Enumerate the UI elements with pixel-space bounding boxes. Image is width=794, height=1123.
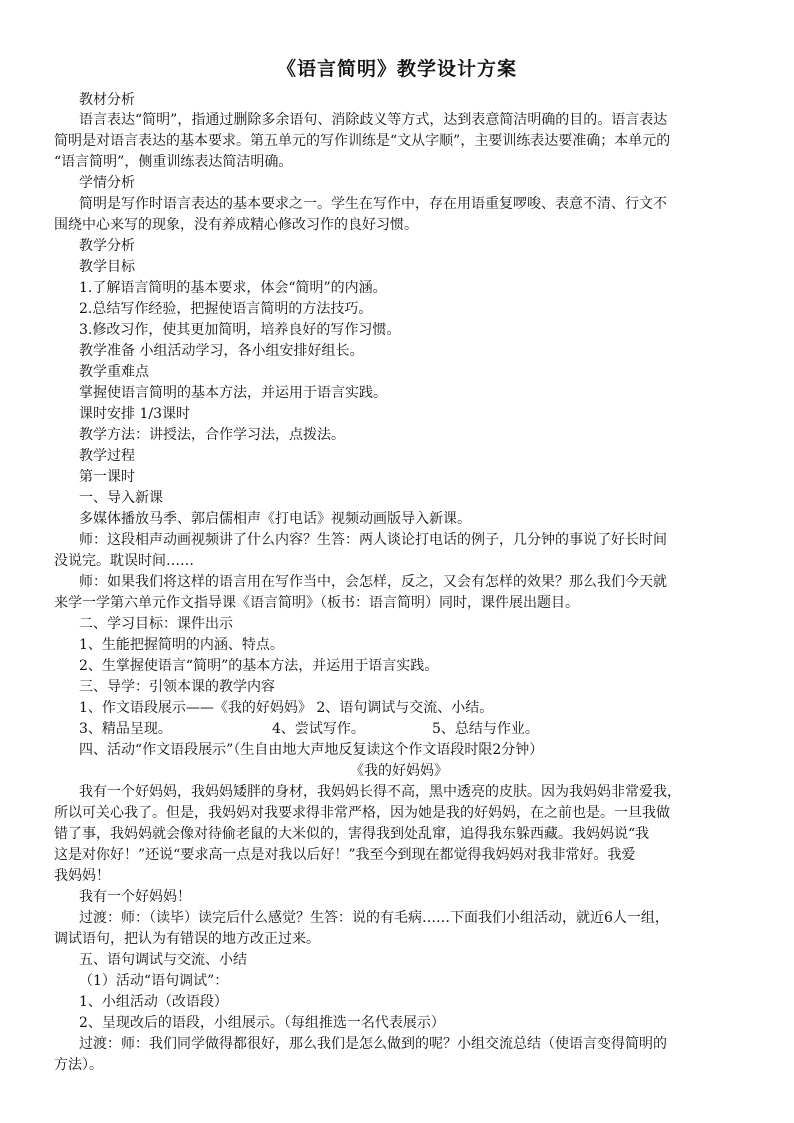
paragraph-line: 师：如果我们将这样的语言用在写作当中，会怎样，反之，又会有怎样的效果？那么我们今天就	[79, 574, 667, 590]
paragraph-line: 调试语句，把认为有错误的地方改正过来。	[54, 931, 320, 947]
essay-line: 我妈妈！	[54, 868, 110, 884]
section-heading: 二、学习目标：课件出示	[79, 616, 233, 632]
section-heading: 四、活动“作文语段展示”（生自由地大声地反复读这个作文语段时限2分钟）	[79, 742, 544, 758]
paragraph-line: 方法）。	[54, 1057, 103, 1073]
paragraph-line: 简明是写作时语言表达的基本要求之一。学生在写作中，存在用语重复啰唆、表意不清、行文不	[79, 196, 667, 212]
paragraph-line: 过渡：师：我们同学做得都很好，那么我们是怎么做到的呢？小组交流总结（使语言变得简明的	[79, 1036, 667, 1052]
list-item: 1、作文语段展示——《我的好妈妈》 2、语句调试与交流、小结。	[79, 700, 494, 716]
paragraph-line: 过渡：师：（读毕）读完后什么感觉？生答：说的有毛病……下面我们小组活动，就近6人一组，	[79, 910, 669, 926]
list-item: 1、生能把握简明的内涵、特点。	[79, 637, 284, 653]
section-heading: 一、导入新课	[79, 490, 163, 506]
essay-line: 所以可关心我了。但是，我妈妈对我要求得非常严格，因为她是我的好妈妈，在之前也是。一旦我做	[54, 805, 670, 821]
teaching-preparation: 教学准备 小组活动学习，各小组安排好组长。	[79, 343, 364, 359]
section-heading: 三、导学：引领本课的教学内容	[79, 679, 275, 695]
paragraph-line: 语言表达“简明”，指通过删除多余语句、消除歧义等方式，达到表意简洁明确的目的。语言表达	[79, 112, 668, 128]
paragraph-line: 来学一学第六单元作文指导课《语言简明》（板书：语言简明）同时，课件展出题目。	[54, 595, 579, 611]
document-title: 《语言简明》教学设计方案	[276, 58, 517, 80]
activity-heading: （1）活动“语句调试”：	[79, 973, 229, 989]
list-item: 1、小组活动（改语段）	[79, 994, 228, 1010]
paragraph-line: 掌握使语言简明的基本方法，并运用于语言实践。	[79, 385, 387, 401]
list-item: 5、总结与作业。	[432, 721, 539, 737]
essay-line: 我有一个好妈妈！	[79, 889, 191, 905]
goal-item: 2.总结写作经验，把握使语言简明的方法技巧。	[79, 301, 373, 317]
section-heading: 五、语句调试与交流、小结	[79, 952, 247, 968]
heading-teaching-process: 教学过程	[79, 448, 135, 464]
class-hours: 课时安排 1/3课时	[79, 406, 190, 422]
paragraph-line: 没说完。耽误时间……	[54, 553, 194, 569]
heading-first-lesson: 第一课时	[79, 469, 135, 485]
list-item: 4、尝试写作。	[272, 721, 365, 737]
goal-item: 1.了解语言简明的基本要求，体会“简明”的内涵。	[79, 280, 387, 296]
heading-student-analysis: 学情分析	[79, 175, 135, 191]
paragraph-line: 围绕中心来写的现象，没有养成精心修改习作的良好习惯。	[54, 217, 418, 233]
paragraph-line: “语言简明”，侧重训练表达简洁明确。	[54, 154, 293, 170]
goal-item: 3.修改习作，使其更加简明，培养良好的写作习惯。	[79, 322, 401, 338]
essay-line: 我有一个好妈妈，我妈妈矮胖的身材，我妈妈长得不高，黑中透亮的皮肤。因为我妈妈非常爱我，	[79, 784, 681, 800]
heading-textbook-analysis: 教材分析	[79, 92, 135, 108]
heading-key-points: 教学重难点	[79, 364, 149, 380]
essay-line: 错了事，我妈妈就会像对待偷老鼠的大米似的，害得我到处乱窜，追得我东躲西藏。我妈妈说“我	[54, 826, 650, 842]
heading-teaching-goals: 教学目标	[79, 259, 135, 275]
essay-title: 《我的好妈妈》	[350, 763, 448, 779]
list-item: 3、精品呈现。	[79, 721, 172, 737]
paragraph-line: 师：这段相声动画视频讲了什么内容？生答：两人谈论打电话的例子，几分钟的事说了好长时间	[79, 532, 667, 548]
essay-line: 这是对你好！”还说“要求高一点是对我以后好！”我至今到现在都觉得我妈妈对我非常好。我爱	[54, 847, 636, 863]
list-item: 2、生掌握使语言“简明”的基本方法，并运用于语言实践。	[79, 658, 439, 674]
paragraph-line: 简明是对语言表达的基本要求。第五单元的写作训练是“文从字顺”，主要训练表达要准确；本单元的	[54, 133, 671, 149]
heading-teaching-analysis: 教学分析	[79, 238, 135, 254]
teaching-methods: 教学方法：讲授法，合作学习法，点拨法。	[79, 427, 345, 443]
list-item: 2、呈现改后的语段，小组展示。（每组推选一名代表展示）	[79, 1015, 445, 1031]
paragraph-line: 多媒体播放马季、郭启儒相声《打电话》视频动画版导入新课。	[79, 511, 471, 527]
